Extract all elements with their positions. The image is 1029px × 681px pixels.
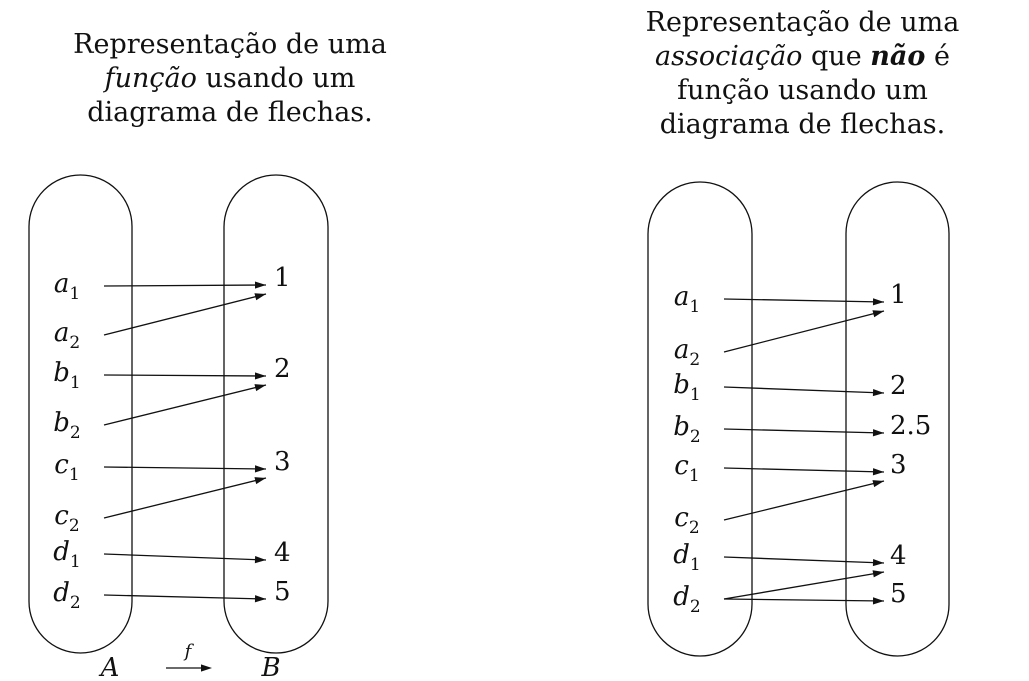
codomain-labels: [890, 280, 931, 609]
domain-element-base: c: [674, 451, 689, 481]
arrow-shaft: [724, 387, 884, 393]
codomain-element: 4: [274, 538, 291, 568]
arrowhead: [254, 477, 266, 484]
mapping-arrows: [724, 298, 884, 604]
codomain-element: 2: [890, 371, 907, 401]
non-function-caption-line: diagrama de flechas.: [659, 109, 946, 140]
domain-element-base: c: [674, 503, 689, 533]
arrowhead: [254, 293, 266, 300]
arrowhead: [254, 384, 266, 391]
domain-element-base: d: [53, 578, 70, 608]
domain-element: [674, 451, 699, 486]
arrow-shaft: [724, 481, 884, 520]
arrow-shaft: [104, 595, 266, 599]
domain-element-subscript: 1: [69, 373, 81, 393]
domain-element: [54, 450, 79, 485]
mapping-arrow: [104, 384, 266, 425]
domain-element: [673, 582, 700, 617]
mapping-arrow: [724, 597, 884, 604]
arrowhead: [255, 281, 266, 288]
domain-element: [53, 578, 80, 613]
domain-element-base: a: [53, 269, 70, 299]
codomain-labels: [274, 263, 291, 607]
mapping-arrow: [724, 557, 884, 566]
domain-element-subscript: 1: [68, 465, 80, 485]
domain-element-subscript: 2: [69, 593, 81, 613]
non-function-diagram-panel: [600, 0, 1029, 681]
mapping-arrow: [104, 372, 266, 379]
codomain-element: 5: [274, 577, 291, 607]
arrowhead: [873, 429, 884, 436]
mapping-arrow: [104, 595, 266, 602]
arrow-shaft: [724, 299, 884, 302]
domain-element: [674, 335, 700, 370]
arrowhead: [873, 468, 884, 475]
codomain-element: 4: [890, 541, 907, 571]
mapping-arrow: [724, 570, 884, 599]
domain-element: [54, 269, 80, 304]
mapping-arrow: [104, 554, 266, 563]
arrow-shaft: [724, 468, 884, 472]
mapping-arrow: [104, 281, 266, 288]
arrow-shaft: [104, 375, 266, 376]
domain-element: [674, 282, 700, 317]
non-function-arrow-diagram: [600, 0, 1029, 681]
arrowhead: [872, 480, 884, 487]
domain-element-subscript: 1: [689, 555, 701, 575]
arrow-shaft: [724, 557, 884, 563]
domain-element-subscript: 2: [689, 427, 701, 447]
codomain-element: 3: [890, 450, 907, 480]
domain-element-base: d: [673, 540, 690, 570]
function-caption-line: diagrama de flechas.: [87, 97, 373, 128]
domain-element-base: a: [673, 282, 690, 312]
domain-element-subscript: 1: [69, 284, 81, 304]
domain-element-base: a: [673, 335, 690, 365]
mapping-arrow: [724, 387, 884, 396]
mapping-arrow: [724, 429, 884, 436]
domain-element-base: d: [53, 537, 70, 567]
domain-element-subscript: 2: [68, 516, 80, 536]
arrow-shaft: [104, 478, 266, 518]
arrow-shaft: [724, 311, 884, 352]
domain-element-subscript: 1: [689, 385, 701, 405]
domain-element: [53, 408, 80, 443]
arrowhead: [255, 372, 266, 379]
arrow-shaft: [104, 467, 266, 469]
arrow-shaft: [104, 294, 266, 335]
domain-element: [673, 370, 700, 405]
domain-set-shape: [648, 182, 752, 656]
arrowhead: [873, 559, 884, 566]
set-a-label: A: [100, 653, 120, 681]
mapping-arrow: [724, 298, 884, 305]
arrowhead: [873, 570, 884, 577]
domain-element-base: d: [673, 582, 690, 612]
arrowhead: [255, 556, 266, 563]
domain-element: [53, 358, 80, 393]
codomain-element: 1: [274, 263, 291, 293]
arrow-shaft: [104, 385, 266, 425]
non-function-caption-line: função usando um: [677, 75, 928, 106]
domain-element: [54, 318, 80, 353]
arrowhead: [873, 597, 884, 604]
arrow-shaft: [104, 285, 266, 286]
function-caption-line: função usando um: [104, 63, 356, 94]
codomain-element: 5: [890, 579, 907, 609]
domain-element-base: b: [53, 358, 70, 388]
mapping-arrows: [104, 281, 266, 602]
arrowhead: [255, 465, 266, 472]
domain-labels: [673, 282, 700, 617]
codomain-element: 2: [274, 354, 291, 384]
domain-element: [53, 537, 80, 572]
mapping-arrow: [104, 477, 266, 518]
domain-element-base: a: [53, 318, 70, 348]
domain-element-subscript: 2: [688, 518, 700, 538]
mapping-arrow: [724, 468, 884, 475]
codomain-element: 3: [274, 447, 291, 477]
domain-element: [674, 503, 699, 538]
function-notation: [99, 641, 281, 681]
codomain-element: 1: [890, 280, 907, 310]
codomain-element: 2.5: [890, 411, 932, 441]
mapping-arrow: [724, 480, 884, 520]
arrowhead: [255, 595, 266, 602]
domain-element-base: b: [673, 370, 690, 400]
domain-element-subscript: 1: [688, 466, 700, 486]
non-function-caption-line: Representação de uma: [645, 7, 960, 38]
function-name-label: f: [184, 641, 192, 662]
domain-element-base: c: [54, 501, 69, 531]
domain-set-shape: [29, 175, 132, 653]
arrow-shaft: [724, 572, 884, 599]
domain-element-subscript: 1: [689, 297, 701, 317]
mapping-arrow: [104, 293, 266, 335]
non-function-caption-line: associação que não é: [655, 41, 950, 72]
domain-element-subscript: 1: [69, 552, 81, 572]
domain-element-base: b: [53, 408, 70, 438]
domain-element: [673, 412, 700, 447]
arrow-shaft: [724, 599, 884, 601]
mapping-arrow: [724, 310, 884, 352]
mapping-arrow: [104, 465, 266, 472]
arrowhead: [873, 389, 884, 396]
domain-element-subscript: 2: [689, 350, 701, 370]
domain-element-subscript: 2: [69, 423, 81, 443]
domain-labels: [53, 269, 80, 613]
domain-element: [673, 540, 700, 575]
arrow-shaft: [104, 554, 266, 560]
domain-element-base: c: [54, 450, 69, 480]
function-caption-line: Representação de uma: [73, 29, 387, 60]
arrowhead: [873, 298, 884, 305]
arrow-shaft: [724, 429, 884, 433]
domain-element-subscript: 2: [69, 333, 81, 353]
domain-element-base: b: [673, 412, 690, 442]
set-b-label: B: [261, 653, 281, 681]
domain-element-subscript: 2: [689, 597, 701, 617]
arrowhead: [201, 664, 212, 671]
domain-element: [54, 501, 79, 536]
arrowhead: [872, 310, 884, 317]
